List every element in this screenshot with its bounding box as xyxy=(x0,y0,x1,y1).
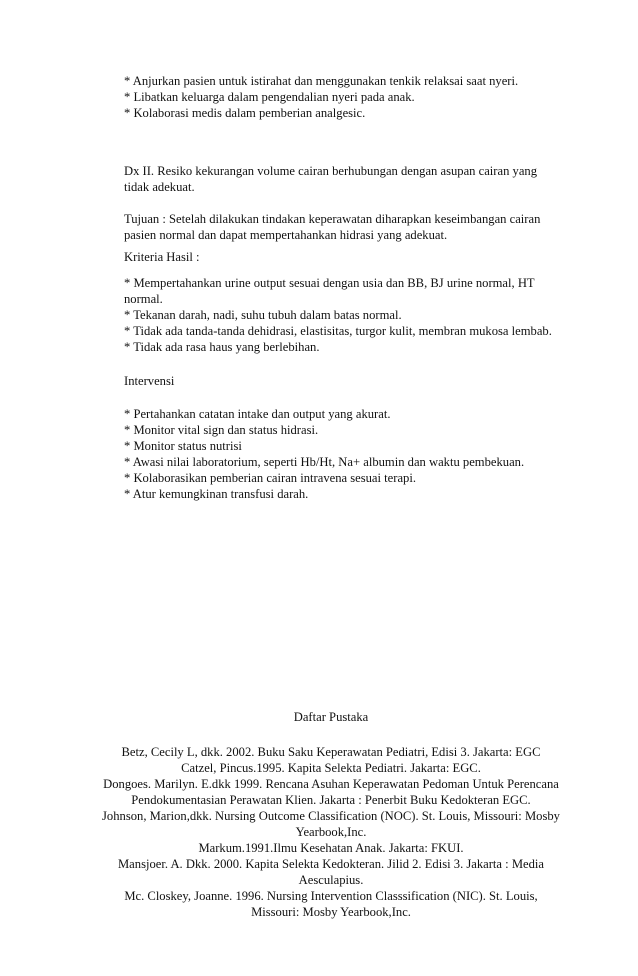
reference-line: Mansjoer. A. Dkk. 2000. Kapita Selekta Kedokteran. Jilid 2. Edisi 3. Jakarta : Media xyxy=(117,857,544,871)
goal-line: pasien normal dan dapat mempertahankan hidrasi yang adekuat. xyxy=(124,228,448,242)
intervention-list xyxy=(124,406,564,502)
reference-line: Betz, Cecily L, dkk. 2002. Buku Saku Keperawatan Pediatri, Edisi 3. Jakarta: EGC xyxy=(121,745,541,759)
section-heading: Kriteria Hasil : xyxy=(124,250,200,264)
list-item: * Tidak ada tanda-tanda dehidrasi, elastisitas, turgor kulit, membran mukosa lembab. xyxy=(124,324,552,338)
list-item: * Atur kemungkinan transfusi darah. xyxy=(124,487,309,501)
list-item: * Mempertahankan urine output sesuai dengan usia dan BB, BJ urine normal, HT xyxy=(124,276,535,290)
reference-line: Aesculapius. xyxy=(298,873,364,887)
goal-line: Tujuan : Setelah dilakukan tindakan keperawatan diharapkan keseimbangan cairan xyxy=(124,212,541,226)
diagnosis-heading xyxy=(124,163,564,195)
list-item: * Anjurkan pasien untuk istirahat dan menggunakan tenkik relaksai saat nyeri. xyxy=(124,74,519,88)
outcome-criteria-list xyxy=(124,275,564,355)
list-item: normal. xyxy=(124,292,163,306)
list-item: * Tidak ada rasa haus yang berlebihan. xyxy=(124,340,320,354)
diagnosis-line: tidak adekuat. xyxy=(124,180,195,194)
reference-line: Yearbook,Inc. xyxy=(295,825,367,839)
list-item: * Monitor status nutrisi xyxy=(124,439,242,453)
reference-line: Catzel, Pincus.1995. Kapita Selekta Pediatri. Jakarta: EGC. xyxy=(181,761,481,775)
list-item: * Pertahankan catatan intake dan output yang akurat. xyxy=(124,407,391,421)
section-heading: Intervensi xyxy=(124,374,175,388)
outcome-criteria-title xyxy=(124,249,564,265)
list-item: * Kolaborasikan pemberian cairan intravena sesuai terapi. xyxy=(124,471,416,485)
list-item: * Kolaborasi medis dalam pemberian analgesic. xyxy=(124,106,366,120)
references-title: Daftar Pustaka xyxy=(293,710,369,724)
diagnosis-line: Dx II. Resiko kekurangan volume cairan berhubungan dengan asupan cairan yang xyxy=(124,164,537,178)
references-section xyxy=(96,709,566,920)
list-item: * Awasi nilai laboratorium, seperti Hb/Ht, Na+ albumin dan waktu pembekuan. xyxy=(124,455,525,469)
goal-paragraph xyxy=(124,211,564,243)
reference-line: Johnson, Marion,dkk. Nursing Outcome Classification (NOC). St. Louis, Missouri: Mosby xyxy=(102,809,560,823)
reference-line: Pendokumentasian Perawatan Klien. Jakarta : Penerbit Buku Kedokteran EGC. xyxy=(131,793,531,807)
reference-line: Missouri: Mosby Yearbook,Inc. xyxy=(251,905,411,919)
reference-line: Mc. Closkey, Joanne. 1996. Nursing Intervention Classsification (NIC). St. Louis, xyxy=(124,889,538,903)
list-item: * Tekanan darah, nadi, suhu tubuh dalam batas normal. xyxy=(124,308,402,322)
intervention-title xyxy=(124,373,564,389)
reference-line: Dongoes. Marilyn. E.dkk 1999. Rencana Asuhan Keperawatan Pedoman Untuk Perencana xyxy=(103,777,559,791)
list-item: * Monitor vital sign dan status hidrasi. xyxy=(124,423,319,437)
pain-intervention-list xyxy=(124,73,564,121)
reference-line: Markum.1991.Ilmu Kesehatan Anak. Jakarta: FKUI. xyxy=(198,841,464,855)
list-item: * Libatkan keluarga dalam pengendalian nyeri pada anak. xyxy=(124,90,415,104)
